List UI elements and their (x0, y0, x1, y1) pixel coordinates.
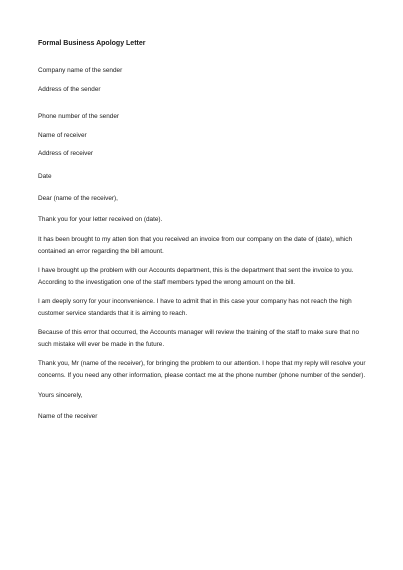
paragraph-prevention: Because of this error that occurred, the Accounts manager will review the training of the staff to make sure that no such mistake will ever be made in the future. (38, 329, 360, 348)
paragraph-thanks: Thank you for your letter received on (date). (38, 215, 163, 223)
paragraph-error: It has been brought to my atten tion that you received an invoice from our company on the date of (date), which contained an error regarding the bill amount. (38, 236, 353, 255)
signature: Name of the receiver (38, 412, 98, 420)
salutation: Dear (name of the receiver), (38, 195, 118, 202)
receiver-address: Address of receiver (38, 150, 94, 157)
closing: Yours sincerely, (38, 392, 83, 399)
paragraph-closing: Thank you, Mr (name of the receiver), for bringing the problem to our attention. I hope that my reply will resolve your concerns. If you need any other information, please contact me at the phone number (phone number of the sender). (38, 360, 366, 379)
paragraph-apology: I am deeply sorry for your inconvenience. I have to admit that in this case your company has not reach the high customer service standards that it is aiming to reach. (38, 298, 352, 317)
sender-phone: Phone number of the sender (38, 113, 120, 120)
letter-date: Date (38, 172, 52, 180)
letter-title: Formal Business Apology Letter (38, 40, 146, 47)
sender-address: Address of the sender (38, 85, 101, 93)
receiver-name: Name of receiver (38, 131, 87, 139)
paragraph-investigation: I have brought up the problem with our Accounts department, this is the department that sent the invoice to you. According to the investigation one of the staff members typed the wrong amount on the bill. (38, 267, 354, 286)
sender-company: Company name of the sender (38, 67, 123, 74)
